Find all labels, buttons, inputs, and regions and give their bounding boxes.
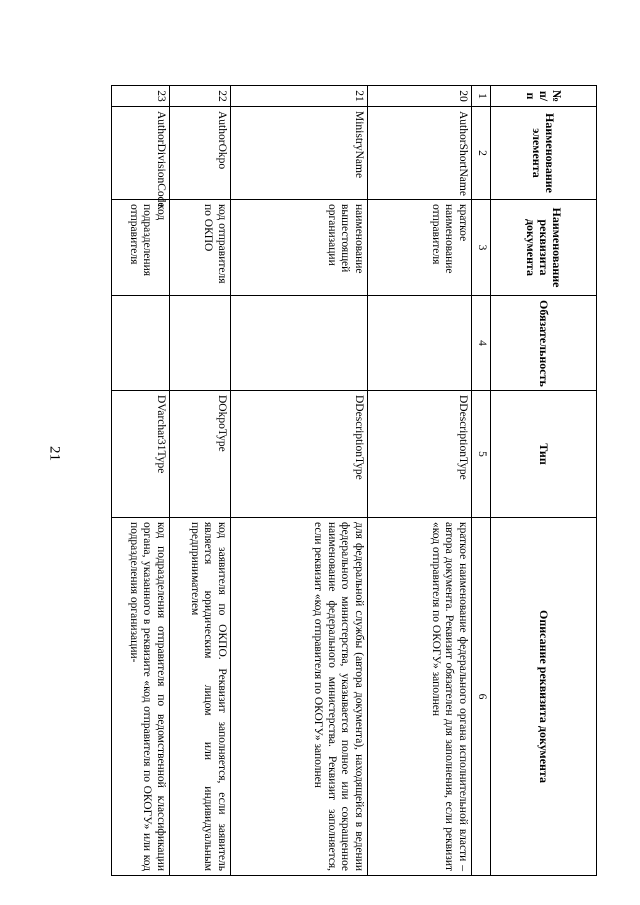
header-required: Обязательность <box>491 296 597 391</box>
type-name: DVarchar31Type <box>112 391 170 518</box>
table-row <box>112 86 170 876</box>
header-description: Описание реквизита документа <box>491 518 597 876</box>
header-num: № п/п <box>491 86 597 107</box>
column-index: 5 <box>472 391 491 518</box>
row-number: 23 <box>112 86 170 107</box>
type-name: DOkpoType <box>170 391 231 518</box>
required-flag <box>112 296 170 391</box>
column-index: 3 <box>472 200 491 296</box>
row-number: 21 <box>231 86 368 107</box>
requisite-name: код отправителя по ОКПО <box>170 200 231 296</box>
required-flag <box>231 296 368 391</box>
description: код подразделения отправителя по ведомственной классификации органа, указанного в реквизите «код отправителя по ОКОГУ» или код подразделения организации- <box>112 518 170 876</box>
description: код заявителя по ОКПО. Реквизит заполняется, если заявитель является юридическим лицом или индивидуальным предпринимателем <box>170 518 231 876</box>
row-number: 22 <box>170 86 231 107</box>
requisites-table <box>111 85 597 876</box>
requisite-name: краткое наименование отправителя <box>368 200 472 296</box>
description: для федеральной службы (автора документа), находящейся в ведении федерального министерства, указывается полное или сокращенное наименование федерального министерства. Реквизит заполняется, если реквизит «код отправителя по ОКОГУ» заполнен <box>231 518 368 876</box>
required-flag <box>170 296 231 391</box>
element-name: AuthorDivisionCode <box>112 107 170 200</box>
element-name: AuthorShortName <box>368 107 472 200</box>
table-row <box>368 86 472 876</box>
header-type: Тип <box>491 391 597 518</box>
element-name: AuthorOkpo <box>170 107 231 200</box>
table-row <box>231 86 368 876</box>
element-name: MinistryName <box>231 107 368 200</box>
table-row <box>170 86 231 876</box>
rotated-table-content <box>111 85 597 875</box>
column-index: 6 <box>472 518 491 876</box>
description: краткое наименование федерального органа исполнительной власти – автора документа. Реквизит обязателен для заполнения, если реквизит «код отправителя по ОКОГУ» заполнен <box>368 518 472 876</box>
column-index: 2 <box>472 107 491 200</box>
type-name: DDescriptionType <box>231 391 368 518</box>
requisite-name: наименование вышестоящей организации <box>231 200 368 296</box>
column-index-row <box>472 86 491 876</box>
requisite-name: код подразделения отправителя <box>112 200 170 296</box>
header-row <box>491 86 597 876</box>
page-number: 21 <box>46 446 63 461</box>
column-index: 1 <box>472 86 491 107</box>
row-number: 20 <box>368 86 472 107</box>
required-flag <box>368 296 472 391</box>
column-index: 4 <box>472 296 491 391</box>
type-name: DDescriptionType <box>368 391 472 518</box>
rotated-table-wrapper <box>111 85 564 871</box>
header-element: Наименование элемента <box>491 107 597 200</box>
header-requisite: Наименование реквизита документа <box>491 200 597 296</box>
